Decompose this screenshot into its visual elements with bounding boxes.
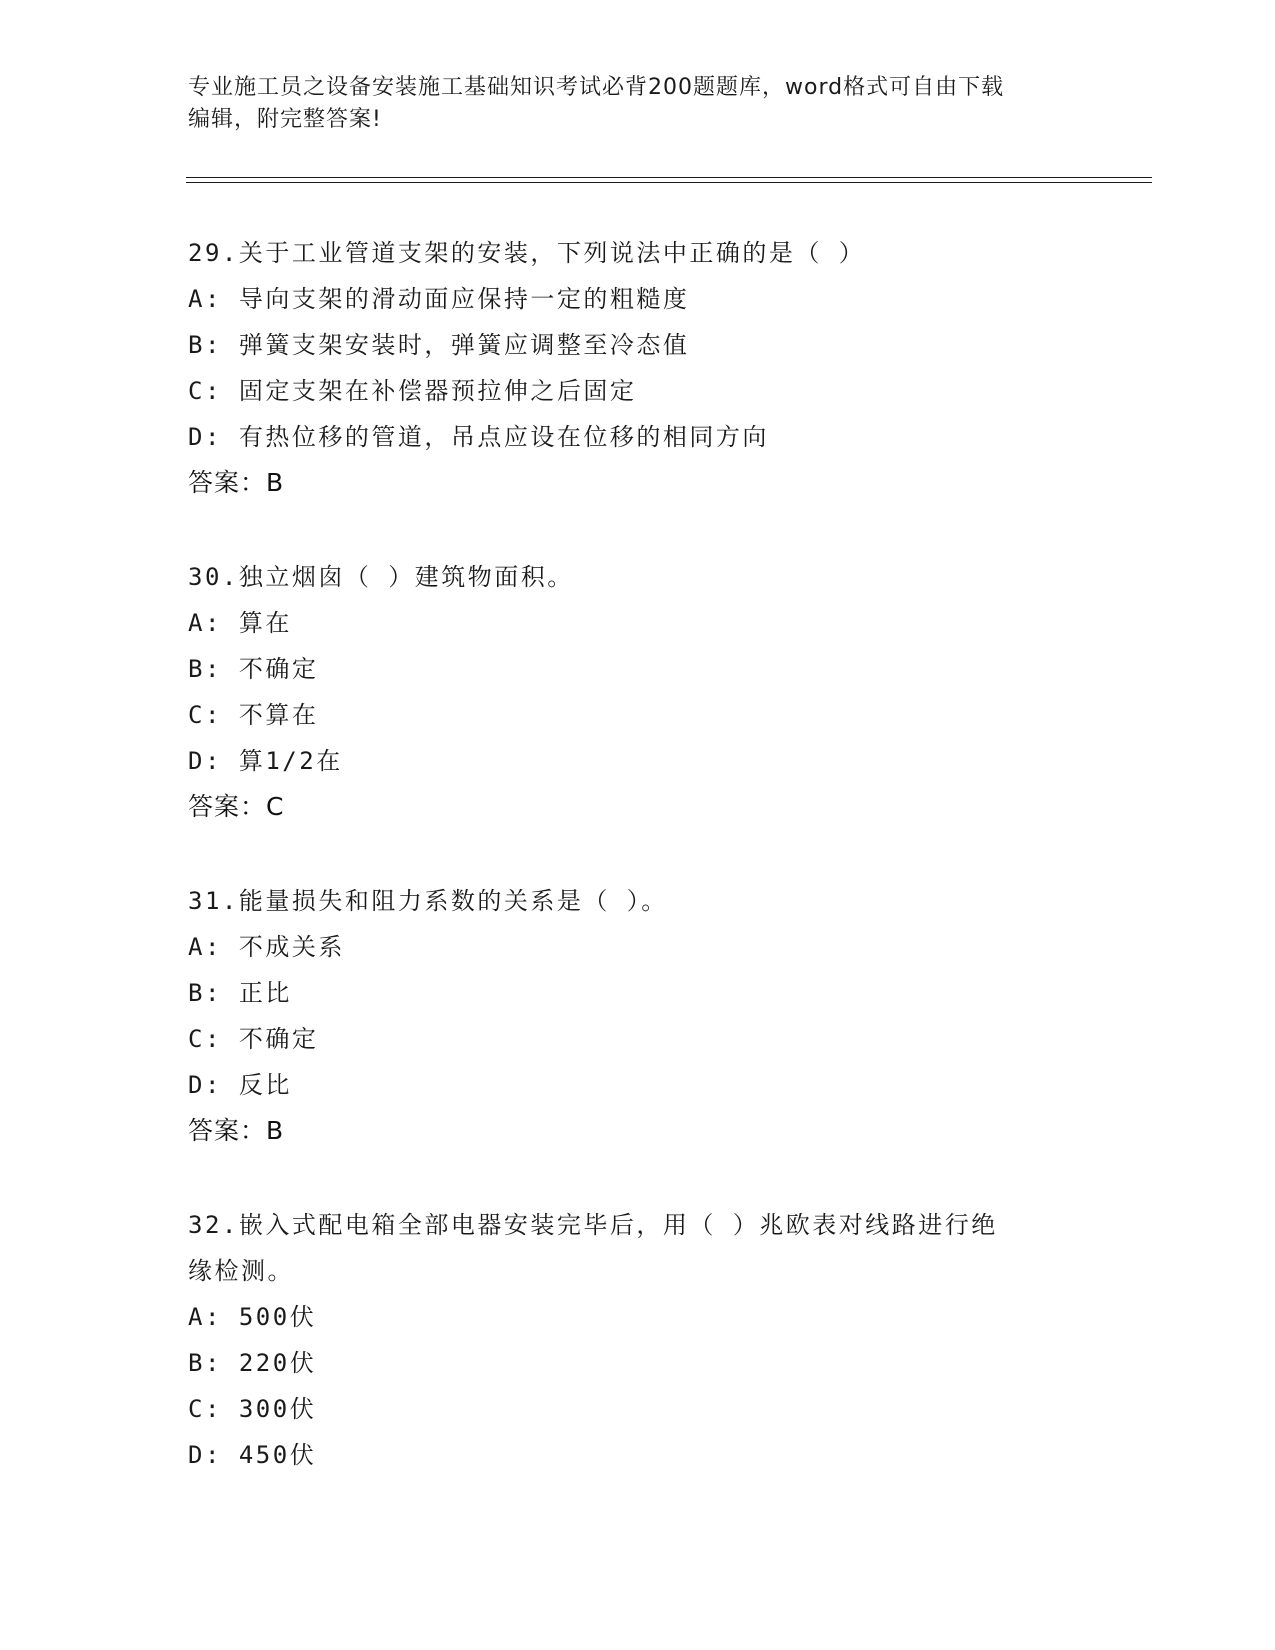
option-b: B: 220伏 xyxy=(188,1349,317,1377)
option-a: A: 500伏 xyxy=(188,1303,317,1331)
question-stem-line-1: 32.嵌入式配电箱全部电器安装完毕后，用（ ）兆欧表对线路进行绝 xyxy=(188,1211,998,1239)
option-b: B: 正比 xyxy=(188,979,292,1007)
header-title-line-1: 专业施工员之设备安装施工基础知识考试必背200题题库，word格式可自由下载 xyxy=(188,75,1005,100)
question-stem: 31.能量损失和阻力系数的关系是（ ）。 xyxy=(188,887,668,915)
header-title-line-2: 编辑，附完整答案! xyxy=(188,107,382,132)
document-header xyxy=(188,72,1088,136)
option-c: C: 不确定 xyxy=(188,1025,319,1053)
question-stem: 29.关于工业管道支架的安装，下列说法中正确的是（ ） xyxy=(188,239,866,267)
question-stem-line-2: 缘检测。 xyxy=(188,1257,294,1285)
question-32 xyxy=(188,1202,1088,1478)
answer-label: 答案：B xyxy=(188,1116,285,1145)
question-29 xyxy=(188,230,1088,506)
question-list xyxy=(188,230,1088,1526)
option-c: C: 300伏 xyxy=(188,1395,317,1423)
option-b: B: 弹簧支架安装时，弹簧应调整至冷态值 xyxy=(188,331,690,359)
option-a: A: 导向支架的滑动面应保持一定的粗糙度 xyxy=(188,285,690,313)
option-d: D: 有热位移的管道，吊点应设在位移的相同方向 xyxy=(188,423,769,451)
option-d: D: 算1/2在 xyxy=(188,747,343,775)
option-a: A: 不成关系 xyxy=(188,933,345,961)
option-d: D: 450伏 xyxy=(188,1441,317,1469)
option-c: C: 固定支架在补偿器预拉伸之后固定 xyxy=(188,377,637,405)
question-stem: 30.独立烟囱（ ）建筑物面积。 xyxy=(188,563,574,591)
option-b: B: 不确定 xyxy=(188,655,319,683)
option-c: C: 不算在 xyxy=(188,701,319,729)
question-30 xyxy=(188,554,1088,830)
option-d: D: 反比 xyxy=(188,1071,292,1099)
answer-label: 答案：C xyxy=(188,792,285,821)
header-divider-top xyxy=(186,177,1152,178)
header-divider-bottom xyxy=(186,182,1152,183)
answer-label: 答案：B xyxy=(188,468,285,497)
option-a: A: 算在 xyxy=(188,609,292,637)
question-31 xyxy=(188,878,1088,1154)
